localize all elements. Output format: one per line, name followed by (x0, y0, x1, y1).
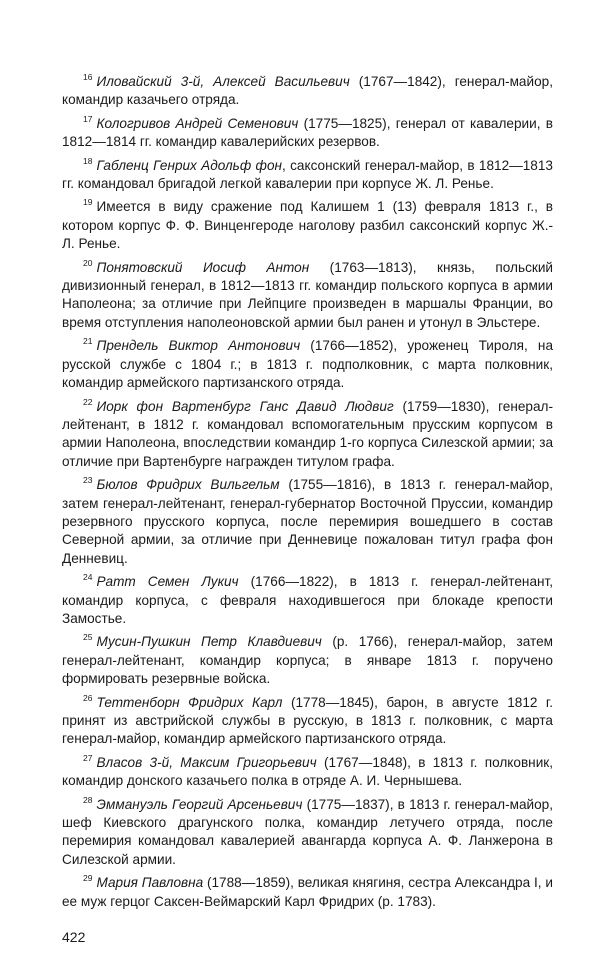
footnote-text: (1763—1813), князь, польский дивизионный генерал, в 1812—1813 гг. командир польского корпуса в армии Наполеона; за отличие при Лейпциге произведен в маршалы Франции, во время отступления наполеоновской армии был ранен и утонул в Эльстере. (62, 259, 554, 330)
footnote-text: (1759—1830), генерал-лейтенант, в 1812 г. командовал вспомогательным прусским корпусом в армии Наполеона, впоследствии командир 1-го корпуса Силезской армии; за отличие при Вартенбурге награжден титулом графа. (62, 398, 553, 469)
footnote (62, 471, 553, 568)
footnote-text: (1766—1822), в 1813 г. генерал-лейтенант, командир корпуса, с февраля находившегося при блокаде крепости Замостье. (62, 574, 554, 626)
footnote-text: (1788—1859), великая княгиня, сестра Александра I, и ее муж герцог Саксен-Веймарский Карл Фридрих (р. 1783). (62, 875, 553, 909)
footnote (62, 152, 553, 194)
person-name: Габленц Генрих Адольф фон (96, 157, 283, 173)
footnote-number: 21 (83, 336, 93, 347)
footnote-number: 25 (83, 632, 93, 643)
person-name: Иловайский 3-й, Алексей Васильевич (96, 74, 350, 89)
person-name: Эммануэль Георгий Арсеньевич (96, 796, 303, 812)
footnote-number: 28 (83, 794, 93, 805)
footnote (62, 689, 553, 749)
footnote-text: (р. 1766), генерал-майор, затем генерал-лейтенант, командир корпуса; в январе 1813 г. поручено формировать резервные войска. (62, 634, 553, 687)
footnote-text: (1767—1842), генерал-майор, командир казачьего отряда. (62, 74, 553, 108)
footnote (62, 568, 553, 628)
footnote (62, 68, 553, 110)
footnote-text: (1755—1816), в 1813 г. генерал-майор, затем генерал-лейтенант, генерал-губернатор Восточной Пруссии, командир резервного прусского корпуса, после перемирия вошедшего в состав Северной армии, за отличие при Денневице пожалован титул графа фон Денневиц. (62, 477, 553, 566)
person-name: Иорк фон Вартенбург Ганс Давид Людвиг (96, 398, 394, 414)
footnote-number: 17 (83, 113, 93, 124)
footnote-number: 23 (83, 475, 93, 486)
person-name: Мусин-Пушкин Петр Клавдиевич (96, 634, 322, 650)
footnote-number: 20 (83, 257, 93, 268)
footnote (62, 869, 553, 911)
footnote (62, 332, 553, 392)
person-name: Мария Павловна (96, 875, 204, 891)
footnote (62, 254, 553, 333)
person-name: Кологривов Андрей Семенович (96, 115, 299, 131)
footnote (62, 193, 553, 253)
footnote (62, 110, 553, 152)
footnote-text: (1767—1848), в 1813 г. полковник, командир донского казачьего полка в отряде А. И. Чернышева. (62, 754, 554, 789)
footnote (62, 628, 553, 688)
footnote-number: 27 (83, 752, 93, 763)
page-number: 422 (62, 929, 86, 945)
footnote-number: 19 (83, 197, 93, 208)
person-name: Власов 3-й, Максим Григорьевич (96, 754, 317, 770)
person-name: Прендель Виктор Антонович (96, 338, 301, 354)
person-name: Понятовский Иосиф Антон (96, 259, 310, 275)
footnote-number: 29 (83, 873, 93, 884)
footnote-number: 24 (83, 572, 93, 583)
footnote (62, 791, 553, 870)
person-name: Ратт Семен Лукич (96, 574, 239, 590)
footnote-text: (1778—1845), барон, в августе 1812 г. принят из австрийской службы в русскую, в 1813 г. полковник, с марта генерал-майор, командир армейского партизанского отряда. (62, 694, 553, 747)
footnote-number: 26 (83, 692, 93, 703)
footnote-text: (1775—1837), в 1813 г. генерал-майор, шеф Киевского драгунского полка, командир летучего отряда, после перемирия командовал кавалерией авангарда корпуса А. Ф. Ланжерона в Силезской армии. (62, 796, 553, 867)
person-name: Теттенборн Фридрих Карл (96, 694, 283, 710)
person-name: Бюлов Фридрих Вильгельм (96, 477, 280, 493)
footnote-number: 16 (83, 72, 93, 82)
footnote-text: (1766—1852), уроженец Тироля, на русской службе с 1804 г.; в 1813 г. подполковник, с марта полковник, командир армейского партизанского отряда. (62, 338, 554, 391)
footnote-text: (1775—1825), генерал от кавалерии, в 1812—1814 гг. командир кавалерийских резервов. (62, 115, 553, 150)
footnote (62, 393, 553, 472)
footnote-number: 18 (83, 155, 93, 166)
footnote-number: 22 (83, 396, 93, 407)
footnote (62, 749, 553, 791)
footnote-text: , саксонский генерал-майор, в 1812—1813 гг. командовал бригадой легкой кавалерии при корпусе Ж. Л. Ренье. (62, 157, 553, 192)
footnotes (62, 68, 553, 911)
footnote-text: Имеется в виду сражение под Калишем 1 (13) февраля 1813 г., в котором корпус Ф. Ф. Винценгероде наголову разбил саксонский корпус Ж.-Л. Ренье. (62, 199, 553, 252)
